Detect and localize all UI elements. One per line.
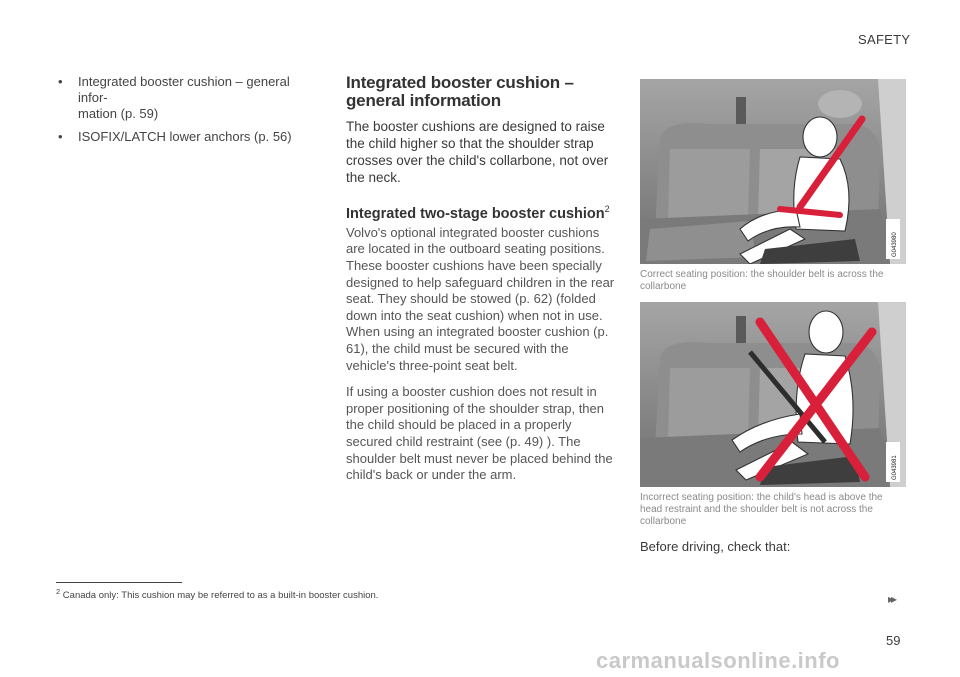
section-header: SAFETY [858, 32, 911, 47]
figure-code: G043980 [892, 232, 898, 257]
list-item-line: Integrated booster cushion – general infor- [78, 74, 290, 105]
watermark: carmanualsonline.info [596, 648, 840, 673]
related-links-list [56, 74, 316, 152]
figure-code: G043981 [892, 455, 898, 480]
footnote-number: 2 [56, 587, 61, 596]
body-paragraph: Volvo's optional integrated booster cushions are located in the outboard seating positions. These booster cushions have been specially designed to help safeguard children in the rear seat. They should be stowed (p. 62) (folded down into the seat cushion) when not in use. When using an integrated booster cushion (p. 61), the child must be secured with the vehicle's three-point seat belt. [346, 224, 615, 373]
footnote-divider [56, 582, 182, 583]
title-line: general information [346, 91, 501, 110]
seat-illustration [640, 79, 906, 264]
seat-illustration [640, 302, 906, 487]
body-paragraph: If using a booster cushion does not result in proper positioning of the shoulder strap, then the child should be placed in a properly secured child restraint (see (p. 49) ). The shoulder belt must never be placed behind the child's back or under the arm. [346, 384, 613, 483]
article-body [346, 74, 616, 494]
list-item-line: ISOFIX/LATCH lower anchors (p. 56) [78, 129, 292, 144]
subheading-text: Integrated two-stage booster cushion [346, 205, 605, 222]
title-line: Integrated booster cushion – [346, 73, 574, 92]
figure-caption: Incorrect seating position: the child's head is above the head restraint and the shoulder belt is not across the collarbone [640, 492, 883, 527]
list-item[interactable] [56, 74, 316, 122]
double-chevron-right-icon[interactable]: ▸▸ [888, 592, 895, 606]
footnote-text: Canada only: This cushion may be referred to as a built-in booster cushion. [60, 590, 379, 602]
subheading [346, 200, 616, 223]
bullet-icon: • [58, 74, 63, 89]
list-item-line: mation (p. 59) [78, 106, 159, 121]
page-title [346, 74, 616, 110]
figure-caption: Correct seating position: the shoulder belt is across the collarbone [640, 269, 884, 292]
lead-paragraph: The booster cushions are designed to raise the child higher so that the shoulder strap crosses over the child's collarbone, not over the neck. [346, 119, 609, 185]
footnote-ref[interactable]: 2 [604, 204, 610, 214]
page-number: 59 [886, 633, 901, 648]
figure-incorrect-position [640, 302, 906, 487]
bullet-icon: • [58, 129, 63, 144]
list-item[interactable] [56, 129, 316, 145]
figure-correct-position [640, 79, 906, 264]
footnote [56, 587, 378, 601]
checklist-intro: Before driving, check that: [640, 539, 791, 554]
